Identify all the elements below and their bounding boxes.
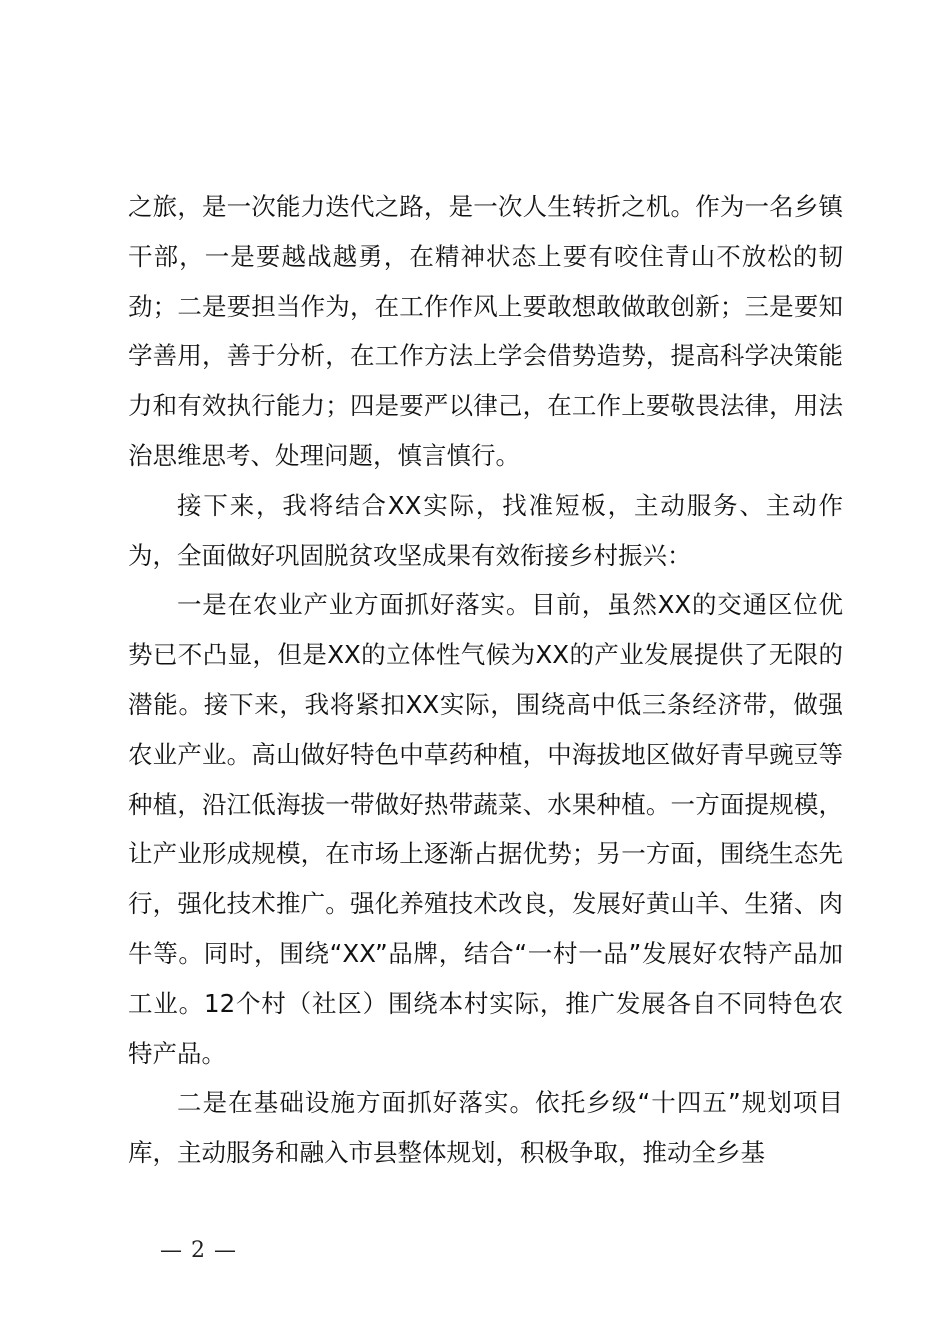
paragraph-2: 接下来，我将结合XX实际，找准短板，主动服务、主动作为，全面做好巩固脱贫攻坚成果有效衔接乡村振兴： bbox=[128, 490, 843, 570]
page-number: — 2 — bbox=[160, 1238, 237, 1263]
paragraph-3: 一是在农业产业方面抓好落实。目前，虽然XX的交通区位优势已不凸显，但是XX的立体性气候为XX的产业发展提供了无限的潜能。接下来，我将紧扣XX实际，围绕高中低三条经济带，做强农业产业。高山做好特色中草药种植，中海拔地区做好青早豌豆等种植，沿江低海拔一带做好热带蔬菜、水果种植。一方面提规模，让产业形成规模，在市场上逐渐占据优势；另一方面，围绕生态先行，强化技术推广。强化养殖技术改良，发展好黄山羊、生猪、肉牛等。同时，围绕“XX”品牌，结合“一村一品”发展好农特产品加工业。12个村（社区）围绕本村实际，推广发展各自不同特色农特产品。 bbox=[128, 590, 843, 1068]
document-body bbox=[128, 182, 843, 1178]
paragraph-4: 二是在基础设施方面抓好落实。依托乡级“十四五”规划项目库，主动服务和融入市县整体规划，积极争取，推动全乡基 bbox=[128, 1088, 843, 1168]
paragraph-1: 之旅，是一次能力迭代之路，是一次人生转折之机。作为一名乡镇干部，一是要越战越勇，在精神状态上要有咬住青山不放松的韧劲；二是要担当作为，在工作作风上要敢想敢做敢创新；三是要知学善用，善于分析，在工作方法上学会借势造势，提高科学决策能力和有效执行能力；四是要严以律己，在工作上要敬畏法律，用法治思维思考、处理问题，慎言慎行。 bbox=[128, 192, 843, 470]
